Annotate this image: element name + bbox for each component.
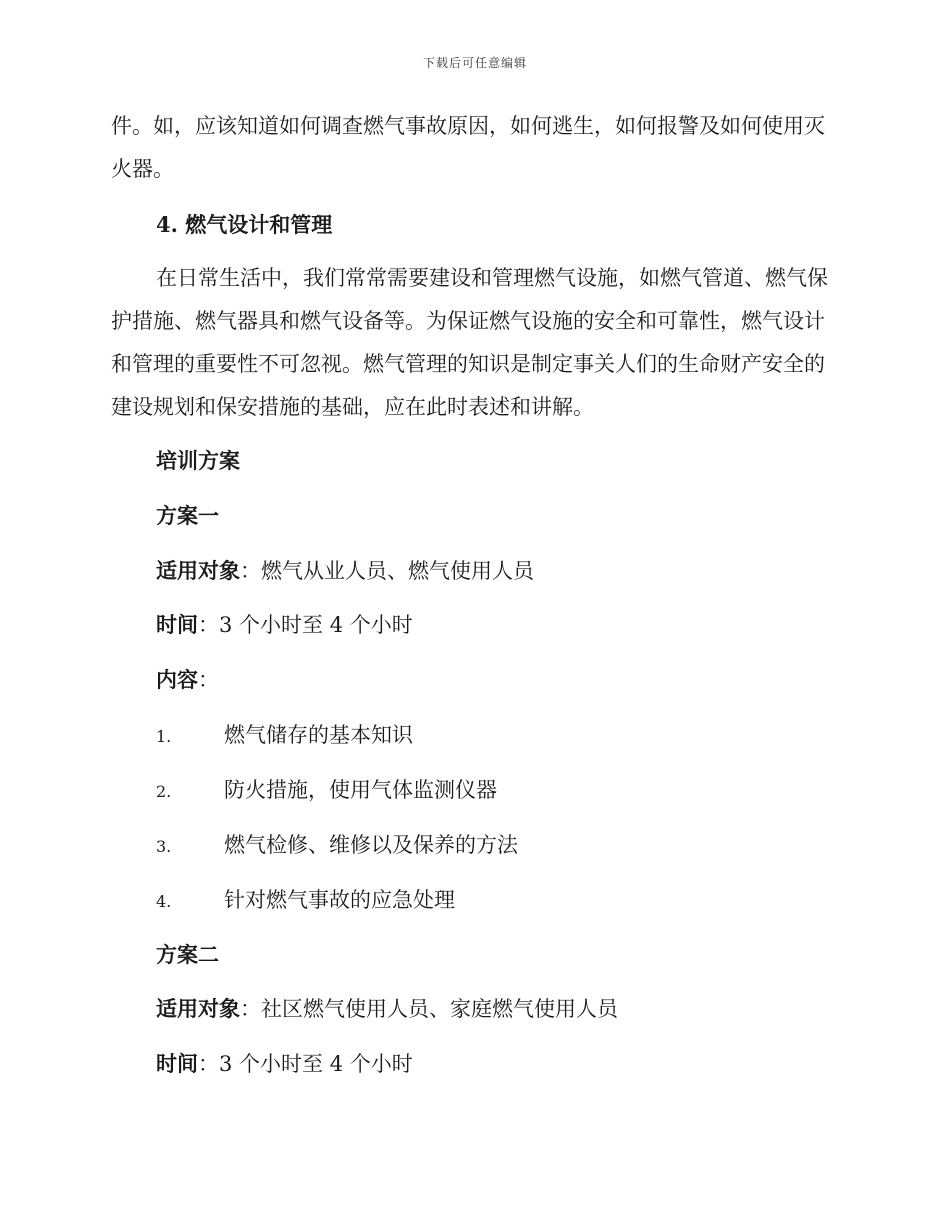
page-header: 下载后可任意编辑 [422,56,527,70]
list-item [156,830,518,862]
list-item [156,885,455,917]
plan1-content [156,665,219,695]
list-item-number: 3. [156,837,172,856]
plan1-content-colon: ： [198,668,219,692]
plan2-title: 方案二 [156,942,219,967]
plan2-time-value: ：3 个小时至 4 个小时 [198,1052,413,1076]
plan1-audience-value: ：燃气从业人员、燃气使用人员 [240,559,534,583]
section-body-paragraph: 在日常生活中，我们常常需要建设和管理燃气设施，如燃气管道、燃气保护措施、燃气器具和燃气设备等。为保证燃气设施的安全和可靠性，燃气设计和管理的重要性不可忽视。燃气管理的知识是制定事关人们的生命财产安全的建设规划和保安措施的基础，应在此时表述和讲解。 [111,266,828,419]
continuation-paragraph: 件。如，应该知道如何调查燃气事故原因，如何逃生，如何报警及如何使用灭火器。 [111,114,825,181]
section-heading: 4. 燃气设计和管理 [156,212,333,237]
training-plan-title: 培训方案 [156,448,240,473]
list-item-text: 燃气检修、维修以及保养的方法 [224,833,518,857]
plan1-time-label: 时间 [156,612,198,637]
list-item-number: 1. [156,727,172,746]
list-item [156,720,413,752]
plan2-time [156,1049,413,1079]
plan1-title: 方案一 [156,503,219,528]
list-item [156,775,497,807]
list-item-text: 燃气储存的基本知识 [224,723,413,747]
plan1-time-value: ：3 个小时至 4 个小时 [198,613,413,637]
plan2-audience-value: ：社区燃气使用人员、家庭燃气使用人员 [240,997,618,1021]
list-item-number: 4. [156,892,172,911]
plan1-content-label: 内容 [156,667,198,692]
list-item-text: 防火措施，使用气体监测仪器 [224,778,497,802]
plan2-audience-label: 适用对象 [156,996,240,1021]
list-item-number: 2. [156,782,172,801]
plan1-audience [156,556,534,586]
plan2-audience [156,994,618,1024]
list-item-text: 针对燃气事故的应急处理 [224,888,455,912]
plan1-audience-label: 适用对象 [156,558,240,583]
plan1-time [156,610,413,640]
plan2-time-label: 时间 [156,1051,198,1076]
